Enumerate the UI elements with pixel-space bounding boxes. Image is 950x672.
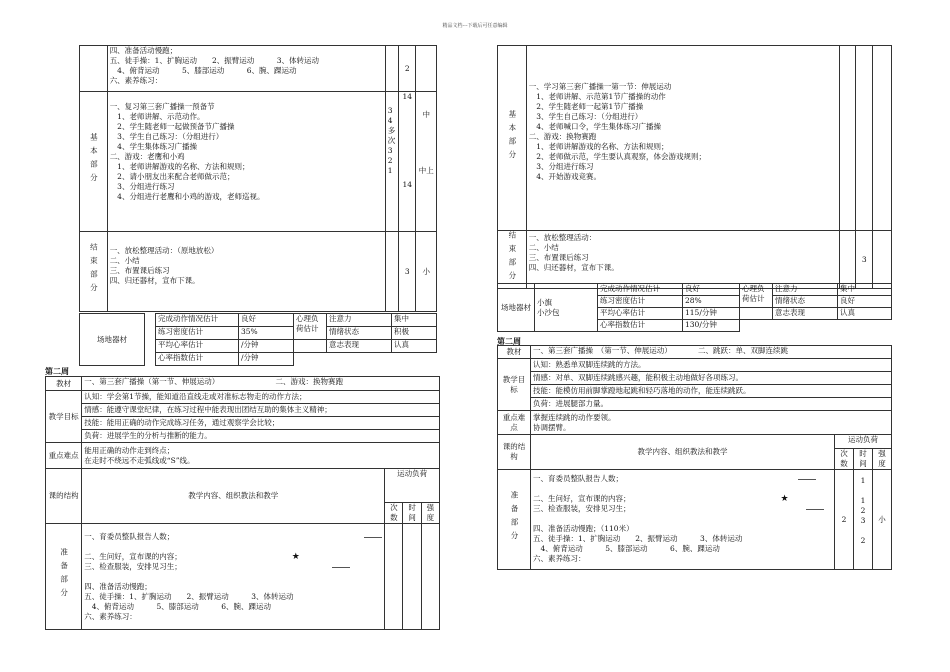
left-basic-intensity: 中 中上 — [416, 92, 437, 232]
star-icon: ★ — [291, 552, 300, 562]
left-end-label: 结束部分 — [80, 232, 108, 312]
star-icon: ★ — [780, 494, 789, 504]
left-week-title: 第二周 — [45, 366, 69, 376]
left-basic-times: 14 14 — [399, 92, 416, 232]
left-basic-content: 一、复习第三套广播操一预备节 1、老师讲解、示范动作。 2、学生随老师一起做预备节广播操 3、学生自己练习：（分组进行） 4、学生集体练习广播操 二、游戏：老鹰和小鸡 1、老师讲解游戏的名称、方法和规则； 2、请小朋友出来配合老师做示范； 3、分组进行练习 4、分组进行老鹰和小鸡的游戏，老师巡视。 — [107, 92, 385, 232]
right-site-table: 场地器材 小旗 小沙包 完成动作情况估计 良好 心理负荷估计 注意力 集中 练习密度估计 28% 情绪状态 良好 平均心率估计 115/分钟 意志表现 认真 心率指数估计 130/分钟 — [497, 283, 892, 332]
left-basic-counts: 3 4 多 次 3 2 1 — [385, 92, 398, 232]
left-site-table: 场地器材 完成动作情况估计 良好 心理负荷估计 注意力 集中 练习密度估计 35% 情绪状态 积极 平均心率估计 /分钟 意志表现 认真 心率指数估计 /分钟 — [79, 313, 437, 366]
right-week-title: 第二周 — [497, 336, 521, 346]
left-prep-content: 一、育委员整队报告人数； 二、生问好，宣布课的内容； ★ 三、检查服装，安排见习生； 四、准备活动慢跑； 五、徒手操：1、扩胸运动 2、振臂运动 3、体转运动 4、俯背运动 5、膝部运动 6、腕、踝运动 六、素养练习： — [82, 524, 385, 630]
left-lesson-plan-1: 四、准备活动慢跑； 五、徒手操：1、扩胸运动 2、振臂运动 3、体转运动 4、俯背运动 5、膝部运动 6、腕、踝运动 六、素养练习： 2 基本部分 一、复习第三套广播操一预备节 1、老师讲解、示范动作。 2、学生随老师一起做预备节广播操 3、学生自己练习：（分组进行） 4、学生集体练习广播操 二、游戏：老鹰和小鸡 1、老师讲解游戏的名称、方法和规则； 2、请小朋友出来配合老师做示范； 3、分组进行练习 4、分组进行老鹰和小鸡的游戏，老师巡视。 3 4 多 次 3 2 1 14 14 中 中上 结束部分 一、放松整理活动：（原地放松） 二、小结 三、布置课后练习 四、归还器材，宣布下课。 3 小 — [79, 45, 437, 312]
page-header: 精品文档---下载后可任意编辑 — [442, 23, 508, 29]
right-lesson-plan-2: 教材 一、第三套广播操 （第一节、伸展运动） 二、跳跃：单、双脚连续跳 教学目标 认知：熟悉单双脚连续跳的方法。 情感：对单、双脚连续跳感兴趣，能积极主动地做好各项练习。 技能：能模仿用前脚掌蹬地起跳和轻巧落地的动作，能连续跳跃。 负荷：进展腿部力量。 重点难点 掌握连续跳的动作要领。 协调摆臂。 课的结构 教学内容、组织教法和教学 运动负荷 次数 时间 强度 准备部分 一、育委员整队报告人数； 二、生问好，宣布课的内容； ★ 三、检查服装，安排见习生； 四、准备活动慢跑；（110米） 五、徒手操：1、扩胸运动 2、振臂运动 3、体转运动 4、俯背运动 5、膝部运动 6、腕、踝运动 六、素养练习： 2 1 1 2 3 2 小 — [497, 345, 892, 570]
right-prep-content: 一、育委员整队报告人数； 二、生问好，宣布课的内容； ★ 三、检查服装，安排见习生； 四、准备活动慢跑；（110米） 五、徒手操：1、扩胸运动 2、振臂运动 3、体转运动 4、俯背运动 5、膝部运动 6、腕、踝运动 六、素养练习： — [531, 470, 835, 570]
left-end-content: 一、放松整理活动：（原地放松） 二、小结 三、布置课后练习 四、归还器材，宣布下课。 — [107, 232, 385, 312]
left-prep-label: 准备部分 — [46, 524, 82, 630]
left-lesson-plan-2: 教材 一、第三套广播操（第一节、伸展运动） 二、游戏：换物赛跑 教学目标 认知：学会第1节操，能知道沿直线走或对准标志物走的动作方法； 情感：能遵守课堂纪律，在练习过程中能表现出团结互助的集体主义精神； 技能：能用正确的动作完成练习任务，通过观察学会比较； 负荷：进展学生的分析与推断的能力。 重点难点 能用正确的动作走到终点； 在走时不绕远不走弧线或“S”线。 课的结构 教学内容、组织教法和教学 运动负荷 次数 时间 强度 准备部分 一、育委员整队报告人数； 二、生问好，宣布课的内容； ★ 三、检查服装，安排见习生； 四、准备活动慢跑； 五、徒手操：1、扩胸运动 2、振臂运动 3、体转运动 4、俯背运动 5、膝部运动 6、腕、踝运动 六、素养练习： — [45, 376, 440, 630]
right-prep-label: 准备部分 — [498, 470, 531, 570]
left-basic-label: 基本部分 — [80, 92, 108, 232]
right-end-content: 一、放松整理活动： 二、小结 三、布置课后练习 四、归还器材，宣布下课。 — [526, 231, 839, 289]
left-prep-continued: 四、准备活动慢跑； 五、徒手操：1、扩胸运动 2、振臂运动 3、体转运动 4、俯背运动 5、膝部运动 6、腕、踝运动 六、素养练习： — [107, 46, 385, 92]
right-lesson-plan-1: 基本部分 一、学习第三套广播操一第一节：伸展运动 1、老师讲解、示范第1节广播操的动作 2、学生随老师一起第1节广播操 3、学生自己练习：（分组进行） 4、老师喊口令，学生集体练习广播操 二、游戏：换物赛跑 1、老师讲解游戏的名称、方法和规则； 2、老师做示范，学生要认真观察，体会游戏规则； 3、分组进行练习 4、开始游戏竞赛。 结束部分 一、放松整理活动： 二、小结 三、布置课后练习 四、归还器材，宣布下课。 3 — [497, 45, 892, 289]
right-basic-content: 一、学习第三套广播操一第一节：伸展运动 1、老师讲解、示范第1节广播操的动作 2、学生随老师一起第1节广播操 3、学生自己练习：（分组进行） 4、老师喊口令，学生集体练习广播操 二、游戏：换物赛跑 1、老师讲解游戏的名称、方法和规则； 2、老师做示范，学生要认真观察，体会游戏规则； 3、分组进行练习 4、开始游戏竞赛。 — [526, 46, 839, 231]
right-basic-label: 基本部分 — [498, 46, 527, 231]
right-end-label: 结束部分 — [498, 231, 527, 289]
